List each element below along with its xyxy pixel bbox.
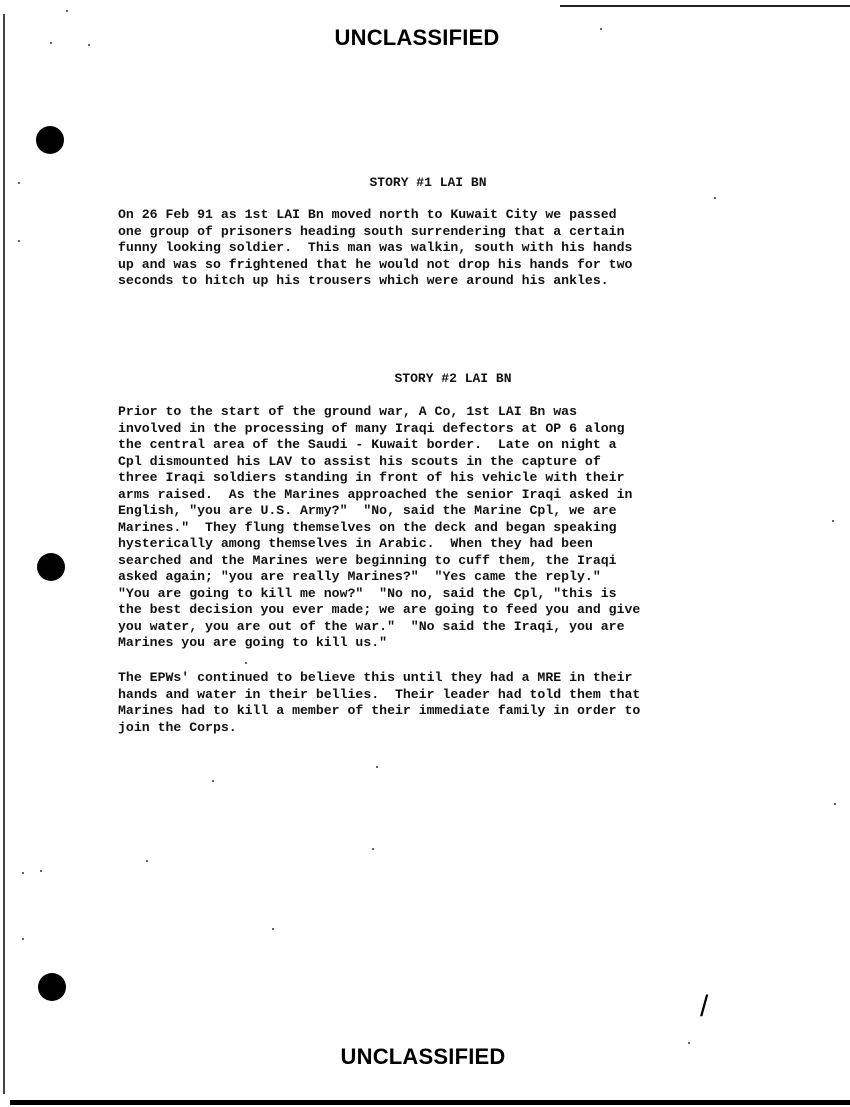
- story-2-heading: STORY #2 LAI BN: [394, 371, 512, 386]
- scan-speck: [714, 197, 716, 199]
- punch-hole-top: [36, 126, 64, 154]
- story-2-paragraph-1: Prior to the start of the ground war, A Co, 1st LAI Bn was involved in the processing of many Iraqi defectors at OP 6 along the central area of the Saudi - Kuwait border. Late on night a Cpl dismounted his LAV to assist his scouts in the capture of three Iraqi soldiers standing in front of his vehicle with their arms raised. As the Marines approached the senior Iraqi asked in English, "you are U.S. Army?" "No, said the Marine Cpl, we are Marines." They flung themselves on the deck and began speaking hysterically among themselves in Arabic. When they had been searched and the Marines were beginning to cuff them, the Iraqi asked again; "you are really Marines?" "Yes came the reply." "You are going to kill me now?" "No no, said the Cpl, "this is the best decision you ever made; we are going to feed you and give you water, you are out of the war." "No said the Iraqi, you are Marines you are going to kill us.": [118, 404, 641, 650]
- story-2-paragraph-2: The EPWs' continued to believe this until they had a MRE in their hands and water in their bellies. Their leader had told them that Marines had to kill a member of their immediate family in order to join the Corps.: [118, 670, 641, 735]
- scan-speck: [40, 870, 42, 872]
- scan-speck: [146, 860, 148, 862]
- scan-speck: [272, 928, 274, 930]
- scan-speck: [22, 938, 24, 940]
- scan-speck: [18, 240, 20, 242]
- scan-speck: [600, 28, 602, 30]
- scan-speck: [376, 766, 378, 768]
- scan-speck: [832, 520, 834, 522]
- story-1-heading: STORY #1 LAI BN: [369, 175, 487, 190]
- scan-speck: [66, 10, 68, 12]
- bottom-edge-rule: [10, 1100, 850, 1105]
- punch-hole-bottom: [38, 973, 66, 1001]
- story-1-paragraph: On 26 Feb 91 as 1st LAI Bn moved north to Kuwait City we passed one group of prisoners heading south surrendering that a certain funny looking soldier. This man was walkin, south with his hands up and was so frightened that he would not drop his hands for two seconds to hitch up his trousers which were around his ankles.: [118, 207, 633, 288]
- scan-speck: [22, 872, 24, 874]
- classification-top: UNCLASSIFIED: [334, 25, 500, 50]
- handwritten-mark: /: [700, 990, 709, 1023]
- classification-bottom: UNCLASSIFIED: [340, 1044, 506, 1069]
- scan-speck: [372, 848, 374, 850]
- scan-speck: [245, 662, 247, 664]
- scan-speck: [88, 44, 90, 46]
- punch-hole-middle: [37, 553, 65, 581]
- scan-speck: [212, 780, 214, 782]
- scan-speck: [834, 803, 836, 805]
- top-edge-rule: [560, 5, 850, 7]
- scan-speck: [50, 42, 52, 44]
